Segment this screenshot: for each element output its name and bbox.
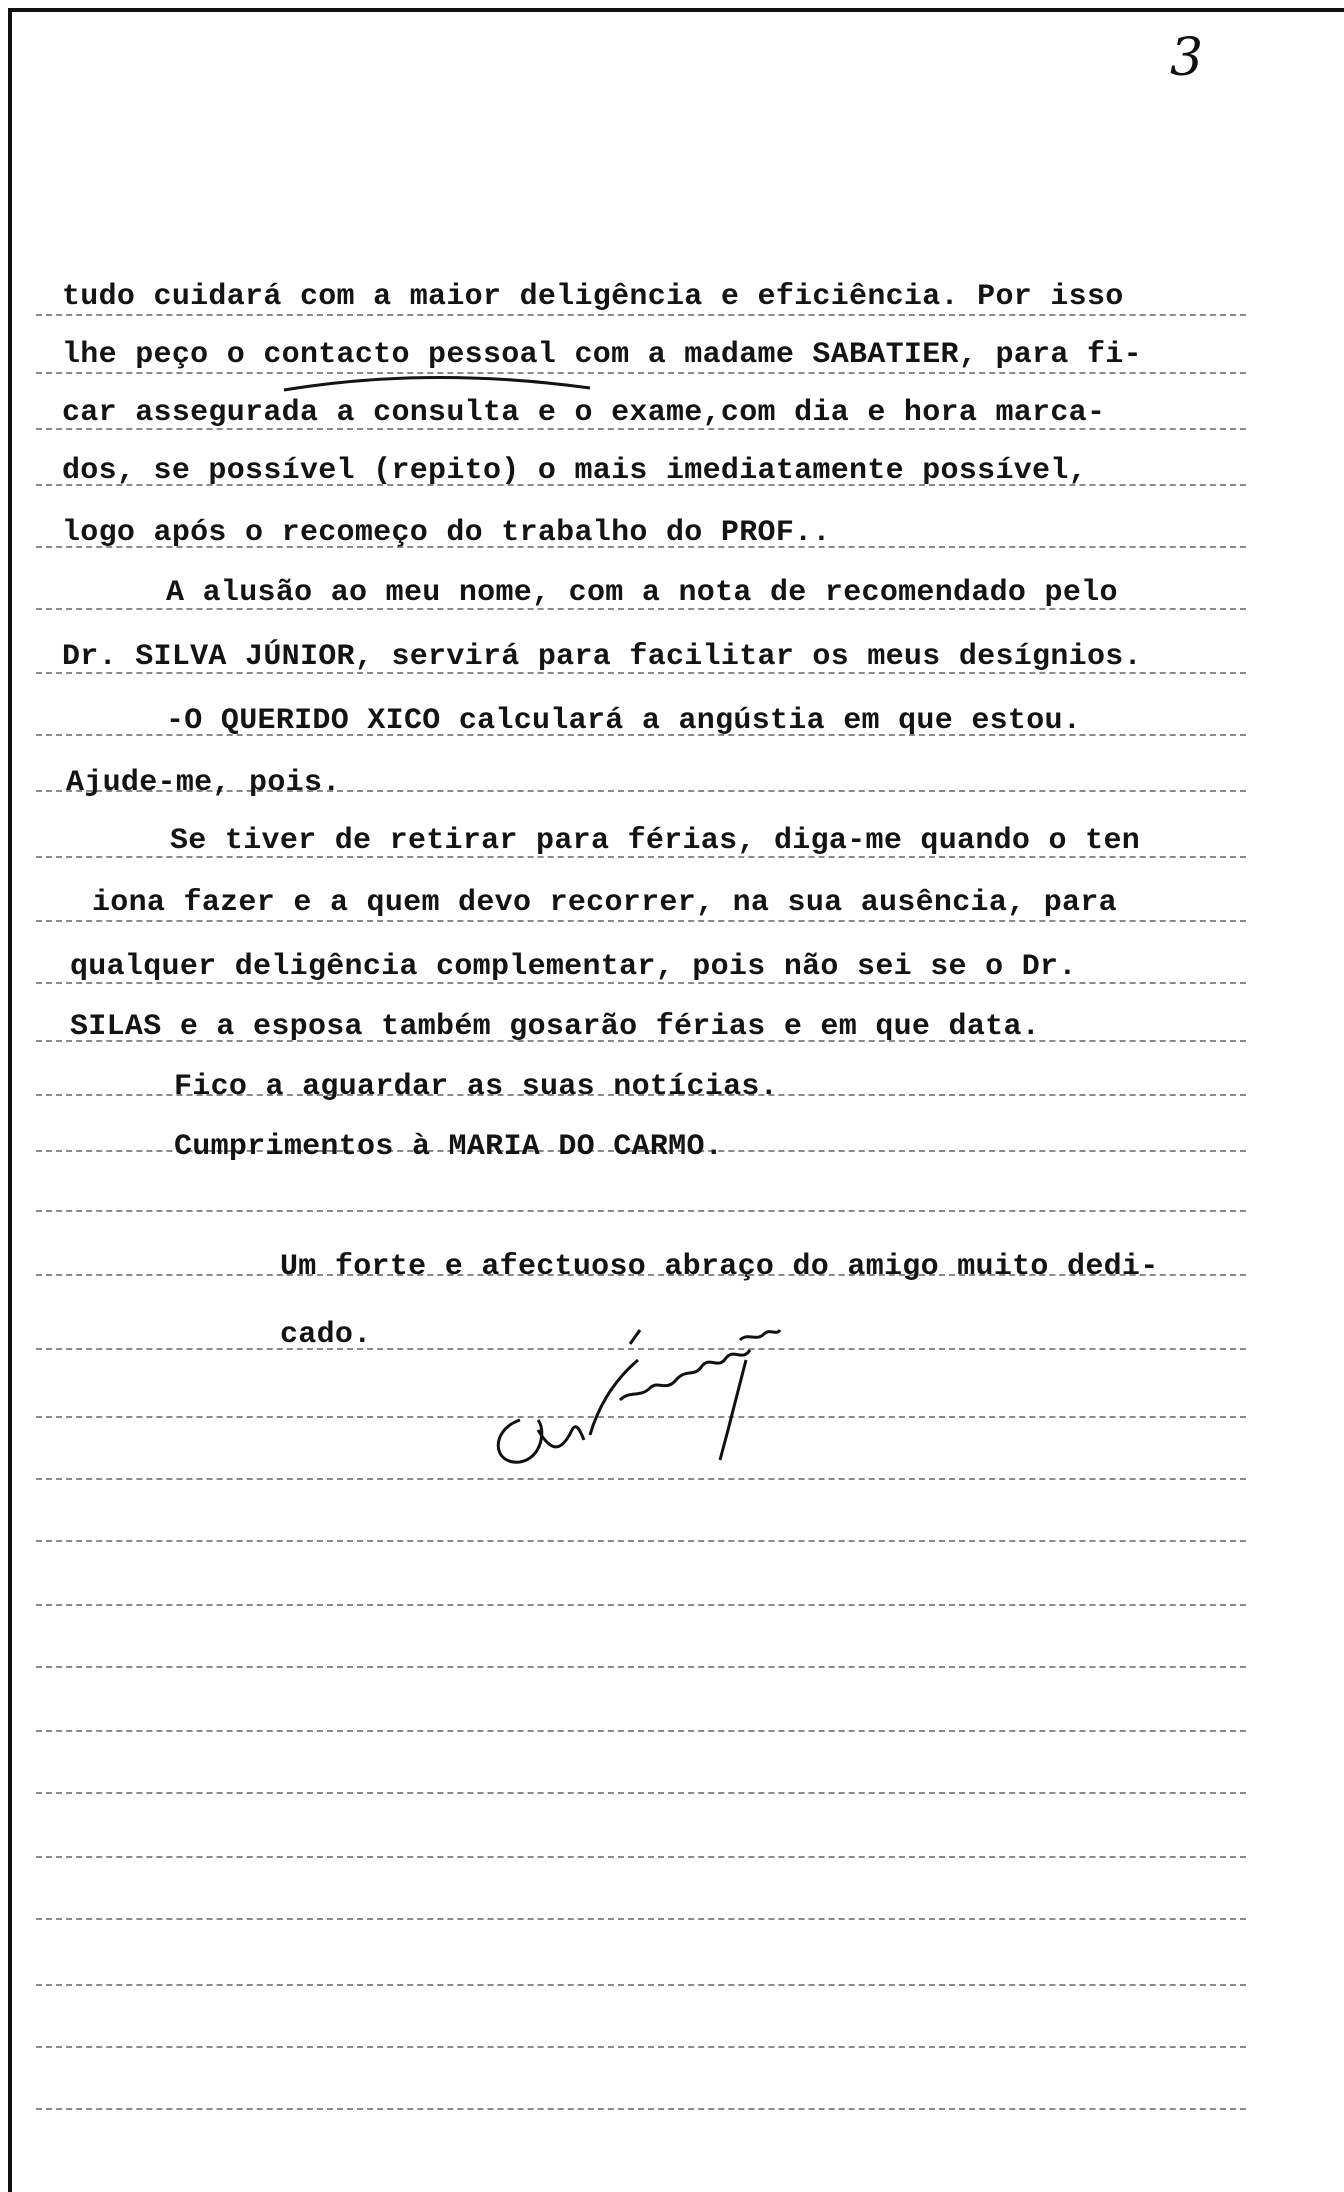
- text-line-15: Cumprimentos à MARIA DO CARMO.: [174, 1130, 724, 1164]
- text-line-5: logo após o recomeço do trabalho do PROF..: [62, 516, 831, 550]
- text-line-13: SILAS e a esposa também gosarão férias e em que data.: [70, 1010, 1041, 1044]
- handwritten-signature: [480, 1280, 820, 1480]
- underline-flourish: [280, 370, 600, 398]
- text-line-2: lhe peço o contacto pessoal com a madame SABATIER, para fi-: [62, 338, 1142, 372]
- text-line-8: -O QUERIDO XICO calculará a angústia em que estou.: [166, 704, 1082, 738]
- text-line-4: dos, se possível (repito) o mais imediatamente possível,: [62, 454, 1087, 488]
- text-line-10: Se tiver de retirar para férias, diga-me quando o ten: [170, 824, 1141, 858]
- closing-line-2: cado.: [280, 1318, 372, 1352]
- page-border-left: [8, 8, 12, 2192]
- closing-line-1: Um forte e afectuoso abraço do amigo muito dedi-: [280, 1250, 1159, 1284]
- text-line-1: tudo cuidará com a maior deligência e eficiência. Por isso: [62, 280, 1124, 314]
- page-border-top: [8, 8, 1344, 12]
- text-line-11: iona fazer e a quem devo recorrer, na sua ausência, para: [92, 886, 1117, 920]
- page-number: 3: [1170, 28, 1204, 88]
- text-line-12: qualquer deligência complementar, pois não sei se o Dr.: [70, 950, 1077, 984]
- text-line-14: Fico a aguardar as suas notícias.: [174, 1070, 778, 1104]
- text-line-6: A alusão ao meu nome, com a nota de recomendado pelo: [166, 576, 1118, 610]
- text-line-7: Dr. SILVA JÚNIOR, servirá para facilitar os meus desígnios.: [62, 640, 1142, 674]
- text-line-9: Ajude-me, pois.: [66, 766, 341, 800]
- text-line-3: car assegurada a consulta e o exame,com dia e hora marca-: [62, 396, 1106, 430]
